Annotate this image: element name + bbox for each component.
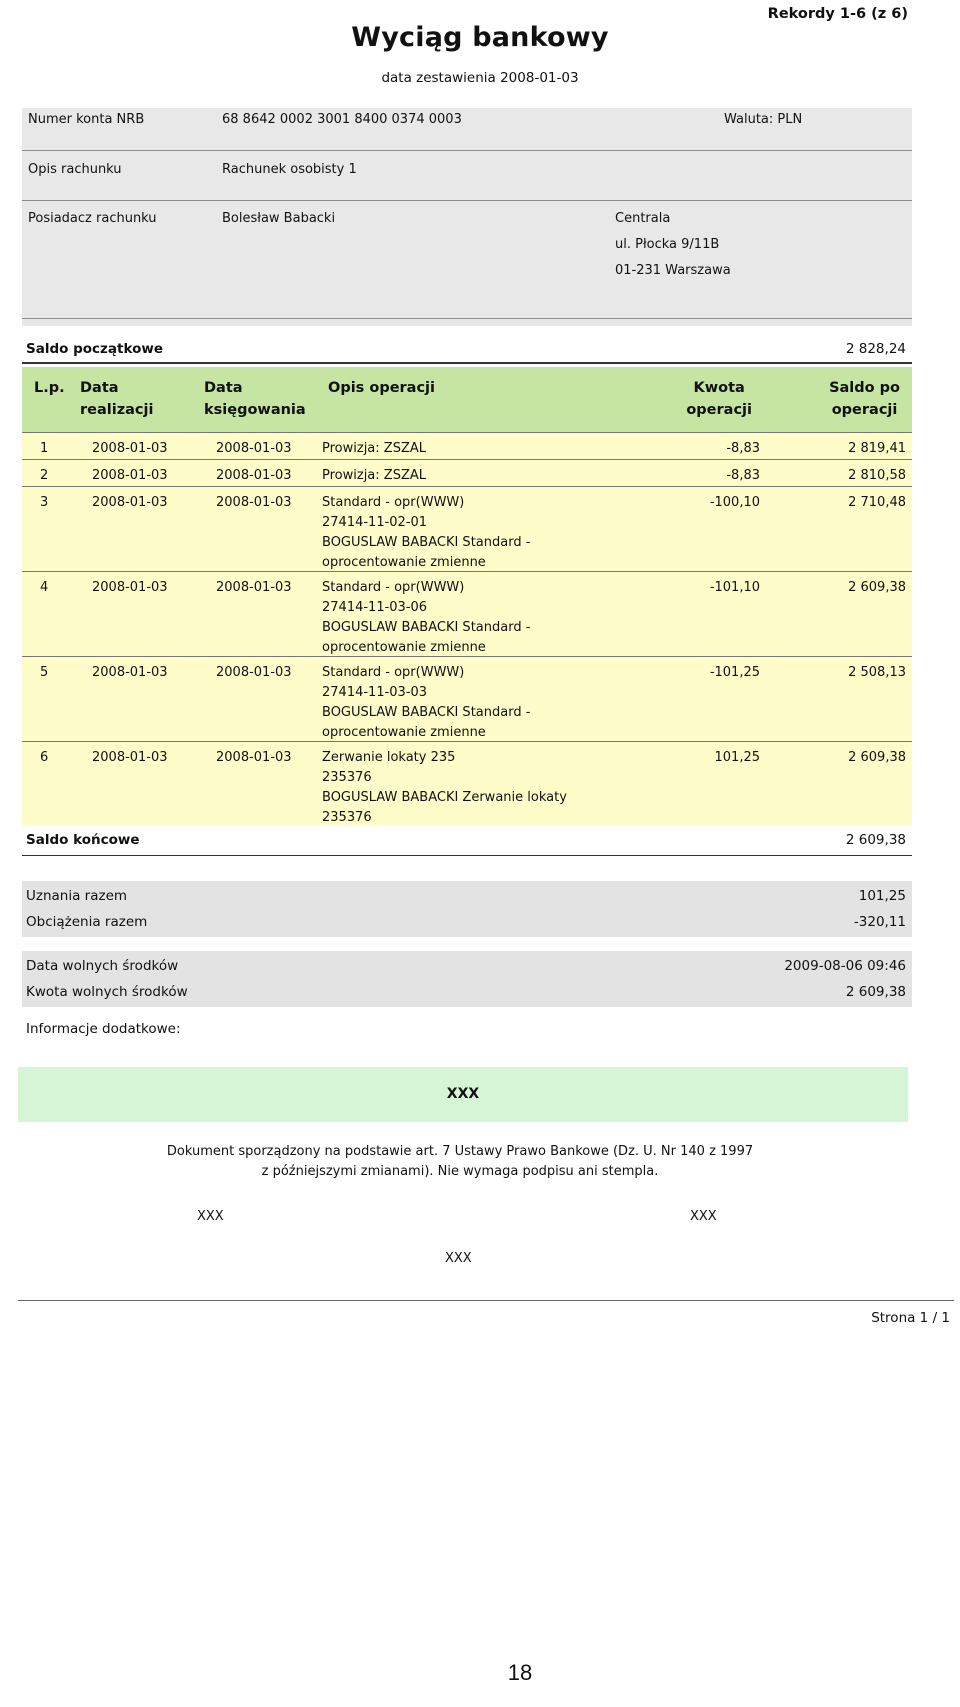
description-line: Standard - opr(WWW) bbox=[322, 665, 465, 680]
cell-date-realization: 2008-01-03 bbox=[92, 468, 168, 483]
records-count: Rekordy 1-6 (z 6) bbox=[767, 6, 908, 22]
description-line: Standard - opr(WWW) bbox=[322, 580, 465, 595]
header-lp: L.p. bbox=[34, 380, 65, 396]
branch-name: Centrala bbox=[615, 211, 671, 226]
cell-date-booking: 2008-01-03 bbox=[216, 580, 292, 595]
header-date-realization-line2: realizacji bbox=[80, 402, 154, 418]
totals-block bbox=[22, 881, 912, 937]
debits-value: -320,11 bbox=[853, 914, 906, 930]
cell-amount: -100,10 bbox=[709, 495, 760, 510]
page-of-pages: Strona 1 / 1 bbox=[871, 1310, 950, 1326]
cell-date-realization: 2008-01-03 bbox=[92, 665, 168, 680]
credits-row bbox=[26, 883, 906, 909]
cell-amount: 101,25 bbox=[714, 750, 760, 765]
cell-balance: 2 508,13 bbox=[848, 665, 906, 680]
description-line: oprocentowanie zmienne bbox=[322, 555, 486, 570]
opening-balance-value: 2 828,24 bbox=[845, 341, 906, 357]
description-line: BOGUSLAW BABACKI Standard - bbox=[322, 705, 531, 720]
header-amount-line2: operacji bbox=[686, 402, 752, 418]
description-line: 27414-11-02-01 bbox=[322, 515, 428, 530]
cell-date-realization: 2008-01-03 bbox=[92, 750, 168, 765]
cell-balance: 2 609,38 bbox=[848, 580, 906, 595]
divider bbox=[22, 200, 912, 201]
table-row bbox=[22, 459, 912, 486]
description-line: BOGUSLAW BABACKI Standard - bbox=[322, 620, 531, 635]
description-line: Prowizja: ZSZAL bbox=[322, 441, 426, 456]
description-line: BOGUSLAW BABACKI Zerwanie lokaty bbox=[322, 790, 567, 805]
signature-right: XXX bbox=[690, 1209, 717, 1224]
description-line: oprocentowanie zmienne bbox=[322, 640, 486, 655]
divider bbox=[22, 150, 912, 151]
header-date-realization bbox=[80, 377, 153, 421]
header-balance-line1: Saldo po bbox=[829, 380, 900, 396]
debits-row bbox=[26, 909, 906, 935]
cell-description bbox=[322, 663, 530, 743]
header-date-booking bbox=[204, 377, 306, 421]
nrb-value: 68 8642 0002 3001 8400 0374 0003 bbox=[222, 112, 462, 127]
cell-lp: 3 bbox=[40, 495, 49, 510]
signature-center: XXX bbox=[445, 1251, 472, 1266]
description-line: BOGUSLAW BABACKI Standard - bbox=[322, 535, 531, 550]
free-funds-date-label: Data wolnych środków bbox=[26, 958, 179, 974]
closing-balance-row bbox=[22, 832, 912, 852]
description-line: Prowizja: ZSZAL bbox=[322, 468, 426, 483]
header-balance bbox=[829, 377, 900, 421]
table-row bbox=[22, 432, 912, 459]
account-info-block bbox=[22, 108, 912, 326]
header-amount bbox=[686, 377, 752, 421]
cell-balance: 2 810,58 bbox=[848, 468, 906, 483]
cell-date-booking: 2008-01-03 bbox=[216, 441, 292, 456]
cell-balance: 2 609,38 bbox=[848, 750, 906, 765]
description-line: 235376 bbox=[322, 810, 372, 825]
header-date-booking-line1: Data bbox=[204, 380, 243, 396]
account-desc-label: Opis rachunku bbox=[28, 162, 122, 177]
additional-info-box: XXX bbox=[18, 1067, 908, 1122]
branch-city: 01-231 Warszawa bbox=[615, 263, 731, 278]
cell-lp: 1 bbox=[40, 441, 49, 456]
opening-balance-label: Saldo początkowe bbox=[26, 341, 163, 357]
cell-description bbox=[322, 493, 530, 573]
cell-description bbox=[322, 578, 530, 658]
cell-balance: 2 710,48 bbox=[848, 495, 906, 510]
free-funds-amount-value: 2 609,38 bbox=[845, 984, 906, 1000]
legal-notice-line2: z późniejszymi zmianami). Nie wymaga podpisu ani stempla. bbox=[261, 1164, 659, 1179]
divider bbox=[22, 318, 912, 319]
cell-description bbox=[322, 439, 426, 459]
cell-date-booking: 2008-01-03 bbox=[216, 750, 292, 765]
free-funds-block bbox=[22, 951, 912, 1007]
header-description: Opis operacji bbox=[328, 380, 436, 396]
free-funds-date-row bbox=[26, 953, 906, 979]
divider bbox=[22, 362, 912, 364]
cell-amount: -101,10 bbox=[709, 580, 760, 595]
description-line: 27414-11-03-06 bbox=[322, 600, 428, 615]
cell-amount: -101,25 bbox=[709, 665, 760, 680]
account-desc-value: Rachunek osobisty 1 bbox=[222, 162, 357, 177]
closing-balance-label: Saldo końcowe bbox=[26, 832, 140, 848]
footer-divider bbox=[18, 1300, 954, 1301]
closing-balance-value: 2 609,38 bbox=[845, 832, 906, 848]
opening-balance-row bbox=[22, 341, 912, 361]
branch-street: ul. Płocka 9/11B bbox=[615, 237, 720, 252]
header-amount-line1: Kwota bbox=[693, 380, 745, 396]
currency: Waluta: PLN bbox=[724, 112, 803, 127]
free-funds-amount-label: Kwota wolnych środków bbox=[26, 984, 188, 1000]
description-line: 27414-11-03-03 bbox=[322, 685, 428, 700]
cell-description bbox=[322, 466, 426, 486]
description-line: 235376 bbox=[322, 770, 372, 785]
table-row bbox=[22, 571, 912, 656]
cell-date-booking: 2008-01-03 bbox=[216, 495, 292, 510]
description-line: Zerwanie lokaty 235 bbox=[322, 750, 456, 765]
legal-notice-line1: Dokument sporządzony na podstawie art. 7 Ustawy Prawo Bankowe (Dz. U. Nr 140 z 1997 bbox=[166, 1144, 754, 1159]
page-title: Wyciąg bankowy bbox=[351, 22, 609, 53]
signature-left: XXX bbox=[197, 1209, 224, 1224]
owner-value: Bolesław Babacki bbox=[222, 211, 336, 226]
free-funds-date-value: 2009-08-06 09:46 bbox=[784, 958, 906, 974]
debits-label: Obciążenia razem bbox=[26, 914, 148, 930]
statement-date: data zestawienia 2008-01-03 bbox=[381, 70, 579, 86]
free-funds-amount-row bbox=[26, 979, 906, 1005]
credits-value: 101,25 bbox=[858, 888, 906, 904]
cell-lp: 2 bbox=[40, 468, 49, 483]
owner-label: Posiadacz rachunku bbox=[28, 211, 157, 226]
table-body bbox=[22, 432, 912, 826]
cell-date-realization: 2008-01-03 bbox=[92, 441, 168, 456]
nrb-label: Numer konta NRB bbox=[28, 112, 145, 127]
table-row bbox=[22, 656, 912, 741]
header-date-realization-line1: Data bbox=[80, 380, 119, 396]
divider bbox=[22, 855, 912, 856]
cell-date-realization: 2008-01-03 bbox=[92, 580, 168, 595]
cell-lp: 4 bbox=[40, 580, 49, 595]
credits-label: Uznania razem bbox=[26, 888, 128, 904]
cell-lp: 6 bbox=[40, 750, 49, 765]
additional-info-label: Informacje dodatkowe: bbox=[26, 1021, 181, 1037]
table-row bbox=[22, 741, 912, 826]
cell-description bbox=[322, 748, 567, 828]
transactions-table bbox=[22, 367, 912, 826]
description-line: Standard - opr(WWW) bbox=[322, 495, 465, 510]
cell-lp: 5 bbox=[40, 665, 49, 680]
description-line: oprocentowanie zmienne bbox=[322, 725, 486, 740]
header-balance-line2: operacji bbox=[831, 402, 898, 418]
header-date-booking-line2: księgowania bbox=[204, 402, 306, 418]
cell-date-booking: 2008-01-03 bbox=[216, 665, 292, 680]
cell-date-booking: 2008-01-03 bbox=[216, 468, 292, 483]
page-number: 18 bbox=[507, 1660, 533, 1685]
table-header bbox=[22, 367, 912, 432]
cell-amount: -8,83 bbox=[726, 441, 760, 456]
cell-balance: 2 819,41 bbox=[848, 441, 906, 456]
table-row bbox=[22, 486, 912, 571]
cell-amount: -8,83 bbox=[726, 468, 760, 483]
cell-date-realization: 2008-01-03 bbox=[92, 495, 168, 510]
legal-notice bbox=[0, 1142, 920, 1182]
